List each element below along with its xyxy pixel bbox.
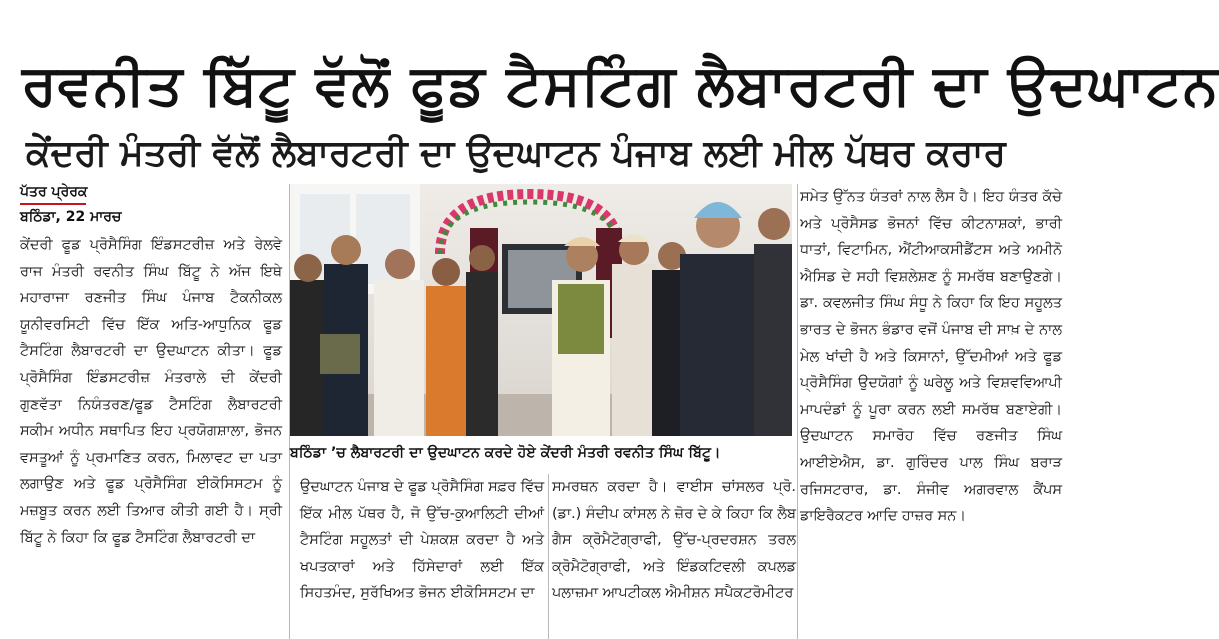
article-text-middle-2: ਸਮਰਥਨ ਕਰਦਾ ਹੈ। ਵਾਈਸ ਚਾਂਸਲਰ ਪ੍ਰੋ. (ਡਾ.) ਸੰਦੀਪ ਕਾਂਸਲ ਨੇ ਜ਼ੋਰ ਦੇ ਕੇ ਕਿਹਾ ਕਿ ਲੈਬ ਗੈਸ ਕ੍ਰੋਮੈਟੋਗ੍ਰਾਫੀ, ਉੱਚ-ਪ੍ਰਦਰਸ਼ਨ ਤਰਲ ਕ੍ਰੋਮੈਟੋਗ੍ਰਾਫੀ, ਅਤੇ ਇੰਡਕਟਿਵਲੀ ਕਪਲਡ ਪਲਾਜ਼ਮਾ ਆਪਟੀਕਲ ਐਮੀਸ਼ਨ ਸਪੈਕਟਰੋਮੀਟਰ (552, 479, 796, 602)
photo-caption: ਬਠਿੰਡਾ ’ਚ ਲੈਬਾਰਟਰੀ ਦਾ ਉਦਘਾਟਨ ਕਰਦੇ ਹੋਏ ਕੇਂਦਰੀ ਮੰਤਰੀ ਰਵਨੀਤ ਸਿੰਘ ਬਿੱਟੂ। (290, 445, 721, 461)
article-column-right (800, 184, 1062, 639)
column-divider (548, 474, 549, 639)
subheadline: ਕੇਂਦਰੀ ਮੰਤਰੀ ਵੱਲੋਂ ਲੈਬਾਰਟਰੀ ਦਾ ਉਦਘਾਟਨ ਪੰਜਾਬ ਲਈ ਮੀਲ ਪੱਥਰ ਕਰਾਰ (26, 133, 1006, 174)
photo-illustration (290, 184, 792, 436)
article-text-left: ਕੇਂਦਰੀ ਫੂਡ ਪ੍ਰੋਸੈਸਿੰਗ ਇੰਡਸਟਰੀਜ਼ ਅਤੇ ਰੇਲਵੇ ਰਾਜ ਮੰਤਰੀ ਰਵਨੀਤ ਸਿੰਘ ਬਿੱਟੂ ਨੇ ਅੱਜ ਇਥੇ ਮਹਾਰਾਜਾ ਰਣਜੀਤ ਸਿੰਘ ਪੰਜਾਬ ਟੈਕਨੀਕਲ ਯੂਨੀਵਰਸਿਟੀ ਵਿੱਚ ਇੱਕ ਅਤਿ-ਆਧੁਨਿਕ ਫੂਡ ਟੈਸਟਿੰਗ ਲੈਬਾਰਟਰੀ ਦਾ ਉਦਘਾਟਨ ਕੀਤਾ। ਫੂਡ ਪ੍ਰੋਸੈਸਿੰਗ ਇੰਡਸਟਰੀਜ਼ ਮੰਤਰਾਲੇ ਦੀ ਕੇਂਦਰੀ ਗੁਣਵੱਤਾ ਨਿਯੰਤਰਣ/ਫੂਡ ਟੈਸਟਿੰਗ ਲੈਬਾਰਟਰੀ ਸਕੀਮ ਅਧੀਨ ਸਥਾਪਿਤ ਇਹ ਪ੍ਰਯੋਗਸ਼ਾਲਾ, ਭੋਜਨ ਵਸਤੂਆਂ ਨੂੰ ਪ੍ਰਮਾਣਿਤ ਕਰਨ, ਮਿਲਾਵਟ ਦਾ ਪਤਾ ਲਗਾਉਣ ਅਤੇ ਫੂਡ ਪ੍ਰੋਸੈਸਿੰਗ ਈਕੋਸਿਸਟਮ ਨੂੰ ਮਜ਼ਬੂਤ ਕਰਨ ਲਈ ਤਿਆਰ ਕੀਤੀ ਗਈ ਹੈ। ਸ੍ਰੀ ਬਿੱਟੂ ਨੇ ਕਿਹਾ ਕਿ ਫੂਡ ਟੈਸਟਿੰਗ ਲੈਬਾਰਟਰੀ ਦਾ (20, 237, 282, 546)
headline: ਰਵਨੀਤ ਬਿੱਟੂ ਵੱਲੋਂ ਫੂਡ ਟੈਸਟਿੰਗ ਲੈਬਾਰਟਰੀ ਦਾ ਉਦਘਾਟਨ (22, 53, 1219, 118)
article-text-middle-1: ਉਦਘਾਟਨ ਪੰਜਾਬ ਦੇ ਫੂਡ ਪ੍ਰੋਸੈਸਿੰਗ ਸਫ਼ਰ ਵਿੱਚ ਇੱਕ ਮੀਲ ਪੱਥਰ ਹੈ, ਜੋ ਉੱਚ-ਕੁਆਲਿਟੀ ਦੀਆਂ ਟੈਸਟਿੰਗ ਸਹੂਲਤਾਂ ਦੀ ਪੇਸ਼ਕਸ਼ ਕਰਦਾ ਹੈ ਅਤੇ ਖਪਤਕਾਰਾਂ ਅਤੇ ਹਿੱਸੇਦਾਰਾਂ ਲਈ ਇੱਕ ਸਿਹਤਮੰਦ, ਸੁਰੱਖਿਅਤ ਭੋਜਨ ਈਕੋਸਿਸਟਮ ਦਾ (300, 479, 544, 602)
byline-underline (20, 203, 86, 205)
article-column-middle-2 (552, 474, 796, 639)
article-text-right: ਸਮੇਤ ਉੱਨਤ ਯੰਤਰਾਂ ਨਾਲ ਲੈਸ ਹੈ। ਇਹ ਯੰਤਰ ਕੱਚੇ ਅਤੇ ਪ੍ਰੋਸੈਸਡ ਭੋਜਨਾਂ ਵਿੱਚ ਕੀਟਨਾਸ਼ਕਾਂ, ਭਾਰੀ ਧਾਤਾਂ, ਵਿਟਾਮਿਨ, ਐਂਟੀਆਕਸੀਡੈਂਟਸ ਅਤੇ ਅਮੀਨੋ ਐਸਿਡ ਦੇ ਸਹੀ ਵਿਸ਼ਲੇਸ਼ਣ ਨੂੰ ਸਮਰੱਥ ਬਣਾਉਣਗੇ। ਡਾ. ਕਵਲਜੀਤ ਸਿੰਘ ਸੰਧੂ ਨੇ ਕਿਹਾ ਕਿ ਇਹ ਸਹੂਲਤ ਭਾਰਤ ਦੇ ਭੋਜਨ ਭੰਡਾਰ ਵਜੋਂ ਪੰਜਾਬ ਦੀ ਸਾਖ਼ ਦੇ ਨਾਲ ਮੇਲ ਖਾਂਦੀ ਹੈ ਅਤੇ ਕਿਸਾਨਾਂ, ਉੱਦਮੀਆਂ ਅਤੇ ਫੂਡ ਪ੍ਰੋਸੈਸਿੰਗ ਉਦਯੋਗਾਂ ਨੂੰ ਘਰੇਲੂ ਅਤੇ ਵਿਸ਼ਵਵਿਆਪੀ ਮਾਪਦੰਡਾਂ ਨੂੰ ਪੂਰਾ ਕਰਨ ਲਈ ਸਮਰੱਥ ਬਣਾਏਗੀ। ਉਦਘਾਟਨ ਸਮਾਰੋਹ ਵਿੱਚ ਰਣਜੀਤ ਸਿੰਘ ਆਈਏਐਸ, ਡਾ. ਗੁਰਿੰਦਰ ਪਾਲ ਸਿੰਘ ਬਰਾੜ ਰਜਿਸਟਰਾਰ, ਡਾ. ਸੰਜੀਵ ਅਗਰਵਾਲ ਕੈਂਪਸ ਡਾਇਰੈਕਟਰ ਆਦਿ ਹਾਜ਼ਰ ਸਨ। (800, 189, 1062, 525)
column-divider (797, 184, 798, 639)
article-column-left (20, 232, 282, 637)
news-photo (290, 184, 792, 436)
byline: ਪੱਤਰ ਪ੍ਰੇਰਕ (20, 184, 88, 200)
article-column-middle-1 (300, 474, 544, 639)
dateline: ਬਠਿੰਡਾ, 22 ਮਾਰਚ (20, 209, 122, 225)
